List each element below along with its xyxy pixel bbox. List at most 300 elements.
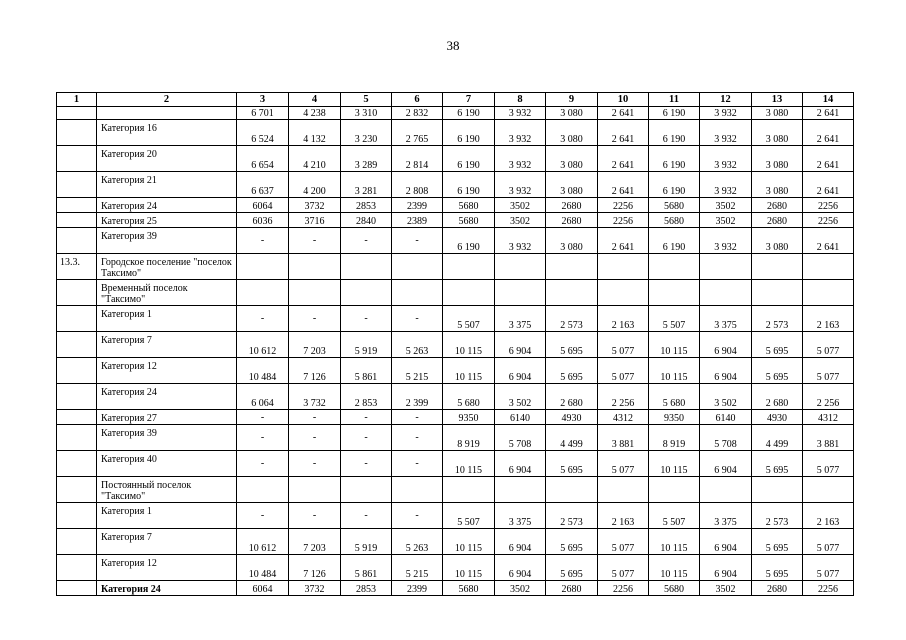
row-label-cell: Категория 40: [97, 451, 237, 477]
value-cell: 5 077: [803, 555, 854, 581]
value-cell: 5 077: [598, 555, 649, 581]
value-cell: 6 904: [495, 332, 546, 358]
column-header: 12: [700, 93, 752, 107]
value-cell: 3 932: [700, 228, 752, 254]
column-header: 14: [803, 93, 854, 107]
value-cell: 6036: [237, 213, 289, 228]
value-cell: 3 502: [700, 384, 752, 410]
table-row: [57, 384, 854, 410]
row-number-cell: [57, 529, 97, 555]
value-cell: 4 200: [289, 172, 341, 198]
value-cell: 3 230: [341, 120, 392, 146]
tariff-table: [56, 92, 854, 596]
value-cell: 6 190: [649, 172, 700, 198]
value-cell: 2 641: [598, 172, 649, 198]
row-label-cell: Категория 39: [97, 228, 237, 254]
row-label-cell: Категория 25: [97, 213, 237, 228]
row-label-cell: Категория 21: [97, 172, 237, 198]
value-cell: 2 163: [803, 503, 854, 529]
value-cell: [495, 280, 546, 306]
value-cell: 5 077: [598, 332, 649, 358]
value-cell: 10 115: [443, 555, 495, 581]
value-cell: 2 641: [598, 228, 649, 254]
value-cell: 2 641: [803, 146, 854, 172]
value-cell: 5680: [649, 581, 700, 596]
value-cell: -: [237, 306, 289, 332]
value-cell: [700, 280, 752, 306]
value-cell: 9350: [649, 410, 700, 425]
row-label-cell: Категория 1: [97, 306, 237, 332]
value-cell: 3 881: [803, 425, 854, 451]
value-cell: 5 919: [341, 529, 392, 555]
value-cell: -: [341, 503, 392, 529]
value-cell: 10 115: [649, 555, 700, 581]
value-cell: 2399: [392, 581, 443, 596]
value-cell: 6 190: [443, 228, 495, 254]
value-cell: 9350: [443, 410, 495, 425]
value-cell: 5 695: [546, 555, 598, 581]
value-cell: 3 881: [598, 425, 649, 451]
value-cell: 2 573: [752, 306, 803, 332]
value-cell: [803, 254, 854, 280]
value-cell: -: [392, 503, 443, 529]
row-number-cell: [57, 280, 97, 306]
value-cell: [443, 477, 495, 503]
value-cell: 6 904: [495, 555, 546, 581]
value-cell: 3 080: [546, 146, 598, 172]
value-cell: 2 814: [392, 146, 443, 172]
row-label-cell: Городское поселение "поселок Таксимо": [97, 254, 237, 280]
value-cell: [598, 477, 649, 503]
table-row: [57, 146, 854, 172]
column-header: 13: [752, 93, 803, 107]
value-cell: -: [237, 410, 289, 425]
value-cell: 10 115: [649, 358, 700, 384]
value-cell: 6140: [700, 410, 752, 425]
value-cell: 5680: [649, 213, 700, 228]
value-cell: 5 507: [443, 306, 495, 332]
value-cell: 2 641: [598, 107, 649, 120]
value-cell: 6 190: [649, 228, 700, 254]
value-cell: 3732: [289, 581, 341, 596]
value-cell: 2 256: [803, 384, 854, 410]
table-row: [57, 228, 854, 254]
value-cell: 2 641: [803, 228, 854, 254]
value-cell: 3502: [495, 581, 546, 596]
value-cell: -: [237, 425, 289, 451]
column-header: 5: [341, 93, 392, 107]
value-cell: 2 765: [392, 120, 443, 146]
value-cell: [752, 254, 803, 280]
value-cell: -: [237, 228, 289, 254]
value-cell: 5 263: [392, 529, 443, 555]
value-cell: [752, 280, 803, 306]
value-cell: [495, 477, 546, 503]
value-cell: 6 904: [495, 451, 546, 477]
value-cell: 6 190: [443, 172, 495, 198]
value-cell: 2 641: [598, 146, 649, 172]
value-cell: -: [289, 410, 341, 425]
value-cell: 6 904: [700, 555, 752, 581]
value-cell: 6 190: [649, 120, 700, 146]
value-cell: 2 399: [392, 384, 443, 410]
value-cell: 3 932: [495, 228, 546, 254]
value-cell: 6 904: [700, 451, 752, 477]
row-label-cell: Категория 7: [97, 529, 237, 555]
value-cell: [649, 280, 700, 306]
value-cell: 5 695: [752, 451, 803, 477]
value-cell: -: [289, 228, 341, 254]
value-cell: 6 524: [237, 120, 289, 146]
value-cell: -: [341, 228, 392, 254]
column-header: 3: [237, 93, 289, 107]
row-number-cell: [57, 451, 97, 477]
value-cell: 2256: [598, 198, 649, 213]
row-number-cell: [57, 358, 97, 384]
value-cell: -: [289, 503, 341, 529]
value-cell: 3 932: [700, 146, 752, 172]
value-cell: [546, 280, 598, 306]
value-cell: -: [392, 451, 443, 477]
row-number-cell: [57, 172, 97, 198]
value-cell: 2 163: [598, 306, 649, 332]
value-cell: 5 695: [546, 332, 598, 358]
value-cell: -: [289, 306, 341, 332]
value-cell: -: [237, 451, 289, 477]
value-cell: 5680: [443, 213, 495, 228]
row-number-cell: [57, 503, 97, 529]
value-cell: 2 680: [752, 384, 803, 410]
value-cell: 5 695: [752, 529, 803, 555]
value-cell: -: [392, 306, 443, 332]
value-cell: 5 695: [546, 451, 598, 477]
value-cell: 5 077: [598, 358, 649, 384]
value-cell: 4 499: [752, 425, 803, 451]
table-row: [57, 107, 854, 120]
row-number-cell: [57, 306, 97, 332]
value-cell: 6064: [237, 198, 289, 213]
value-cell: 5 077: [803, 451, 854, 477]
value-cell: 6064: [237, 581, 289, 596]
row-number-cell: [57, 146, 97, 172]
value-cell: 3 080: [546, 107, 598, 120]
table-row: [57, 172, 854, 198]
value-cell: 5 215: [392, 358, 443, 384]
table-row: [57, 332, 854, 358]
value-cell: 5 507: [649, 306, 700, 332]
value-cell: 5 077: [598, 529, 649, 555]
value-cell: -: [341, 306, 392, 332]
row-label-cell: Категория 16: [97, 120, 237, 146]
column-header: 10: [598, 93, 649, 107]
value-cell: 10 115: [649, 451, 700, 477]
value-cell: 2 853: [341, 384, 392, 410]
value-cell: 2 641: [598, 120, 649, 146]
value-cell: 3 375: [700, 306, 752, 332]
value-cell: 5 695: [546, 529, 598, 555]
value-cell: 5680: [443, 198, 495, 213]
value-cell: 3 932: [700, 172, 752, 198]
row-label-cell: Категория 12: [97, 358, 237, 384]
value-cell: [237, 477, 289, 503]
row-label-cell: Временный поселок "Таксимо": [97, 280, 237, 306]
value-cell: [289, 254, 341, 280]
row-label-cell: Категория 39: [97, 425, 237, 451]
table-row: [57, 410, 854, 425]
value-cell: 6 190: [649, 146, 700, 172]
value-cell: 3 080: [546, 228, 598, 254]
value-cell: 10 115: [443, 358, 495, 384]
table-row: [57, 358, 854, 384]
value-cell: 2680: [546, 581, 598, 596]
value-cell: [392, 280, 443, 306]
value-cell: 2680: [752, 198, 803, 213]
column-header: 2: [97, 93, 237, 107]
value-cell: 3 080: [752, 172, 803, 198]
value-cell: 5 077: [598, 451, 649, 477]
value-cell: -: [392, 425, 443, 451]
value-cell: 5 695: [752, 358, 803, 384]
value-cell: 5680: [443, 581, 495, 596]
value-cell: 3 080: [752, 228, 803, 254]
row-number-cell: [57, 425, 97, 451]
column-header: 4: [289, 93, 341, 107]
value-cell: 3 932: [700, 107, 752, 120]
value-cell: 2 163: [598, 503, 649, 529]
value-cell: 3502: [700, 198, 752, 213]
value-cell: 4 210: [289, 146, 341, 172]
value-cell: 6 654: [237, 146, 289, 172]
value-cell: [700, 477, 752, 503]
value-cell: -: [289, 425, 341, 451]
value-cell: 5 077: [803, 529, 854, 555]
row-number-cell: [57, 410, 97, 425]
value-cell: 2 808: [392, 172, 443, 198]
value-cell: 3 281: [341, 172, 392, 198]
value-cell: 2256: [598, 581, 649, 596]
value-cell: 10 115: [443, 529, 495, 555]
value-cell: 3 375: [700, 503, 752, 529]
value-cell: 3 502: [495, 384, 546, 410]
value-cell: [341, 280, 392, 306]
value-cell: 5 708: [495, 425, 546, 451]
value-cell: [546, 477, 598, 503]
value-cell: 2256: [598, 213, 649, 228]
value-cell: 2 641: [803, 107, 854, 120]
value-cell: 2256: [803, 581, 854, 596]
row-number-cell: [57, 228, 97, 254]
value-cell: [341, 254, 392, 280]
value-cell: 2680: [546, 198, 598, 213]
value-cell: 4 238: [289, 107, 341, 120]
table-row: [57, 581, 854, 596]
row-label-cell: Категория 24: [97, 384, 237, 410]
value-cell: 6 904: [700, 332, 752, 358]
value-cell: 2680: [752, 581, 803, 596]
row-number-cell: [57, 332, 97, 358]
value-cell: 3502: [495, 198, 546, 213]
value-cell: 5 695: [752, 332, 803, 358]
value-cell: -: [341, 410, 392, 425]
value-cell: 3 080: [752, 120, 803, 146]
value-cell: [443, 254, 495, 280]
row-number-cell: [57, 384, 97, 410]
value-cell: 6 701: [237, 107, 289, 120]
value-cell: [546, 254, 598, 280]
value-cell: 5 680: [443, 384, 495, 410]
value-cell: 6140: [495, 410, 546, 425]
value-cell: 6 190: [443, 120, 495, 146]
section-row: [57, 254, 854, 280]
value-cell: [392, 254, 443, 280]
value-cell: 4930: [546, 410, 598, 425]
row-number-cell: [57, 555, 97, 581]
row-label-cell: Категория 1: [97, 503, 237, 529]
value-cell: 3 932: [495, 107, 546, 120]
value-cell: 2 832: [392, 107, 443, 120]
value-cell: 3 732: [289, 384, 341, 410]
row-number-cell: [57, 120, 97, 146]
value-cell: 3 932: [700, 120, 752, 146]
column-header: 11: [649, 93, 700, 107]
value-cell: 3 375: [495, 306, 546, 332]
value-cell: [289, 477, 341, 503]
row-label-cell: Постоянный поселок "Таксимо": [97, 477, 237, 503]
column-header: 8: [495, 93, 546, 107]
column-header: 1: [57, 93, 97, 107]
value-cell: 3 932: [495, 172, 546, 198]
row-label-cell: Категория 27: [97, 410, 237, 425]
value-cell: 10 115: [443, 451, 495, 477]
value-cell: 2399: [392, 198, 443, 213]
value-cell: 10 115: [443, 332, 495, 358]
value-cell: 4312: [803, 410, 854, 425]
value-cell: 10 612: [237, 529, 289, 555]
value-cell: -: [341, 451, 392, 477]
value-cell: 3502: [700, 581, 752, 596]
row-label-cell: Категория 12: [97, 555, 237, 581]
value-cell: 5 695: [752, 555, 803, 581]
table-row: [57, 425, 854, 451]
value-cell: 6 190: [443, 146, 495, 172]
value-cell: 5 263: [392, 332, 443, 358]
value-cell: 6 904: [495, 358, 546, 384]
value-cell: 4 499: [546, 425, 598, 451]
value-cell: 10 484: [237, 358, 289, 384]
value-cell: 6 190: [649, 107, 700, 120]
value-cell: 3 289: [341, 146, 392, 172]
value-cell: 5 861: [341, 555, 392, 581]
value-cell: 5 919: [341, 332, 392, 358]
table-body: [57, 107, 854, 596]
value-cell: 10 484: [237, 555, 289, 581]
row-label-cell: [97, 107, 237, 120]
value-cell: 10 612: [237, 332, 289, 358]
value-cell: 6 637: [237, 172, 289, 198]
table-row: [57, 306, 854, 332]
value-cell: 2 573: [546, 306, 598, 332]
value-cell: 3502: [700, 213, 752, 228]
value-cell: 5 215: [392, 555, 443, 581]
table-row: [57, 555, 854, 581]
value-cell: 2853: [341, 198, 392, 213]
value-cell: 2256: [803, 198, 854, 213]
row-label-cell: Категория 7: [97, 332, 237, 358]
row-label-cell: Категория 20: [97, 146, 237, 172]
value-cell: 7 203: [289, 332, 341, 358]
value-cell: -: [289, 451, 341, 477]
column-header: 9: [546, 93, 598, 107]
value-cell: 3 310: [341, 107, 392, 120]
value-cell: 3 932: [495, 120, 546, 146]
value-cell: 5 695: [546, 358, 598, 384]
value-cell: 7 126: [289, 358, 341, 384]
value-cell: [649, 477, 700, 503]
value-cell: 5 861: [341, 358, 392, 384]
value-cell: 3 080: [546, 172, 598, 198]
value-cell: 6 064: [237, 384, 289, 410]
row-number-cell: [57, 198, 97, 213]
value-cell: 2 163: [803, 306, 854, 332]
value-cell: 5 077: [803, 332, 854, 358]
value-cell: [443, 280, 495, 306]
value-cell: 8 919: [443, 425, 495, 451]
value-cell: [752, 477, 803, 503]
table-row: [57, 529, 854, 555]
value-cell: 2 641: [803, 172, 854, 198]
row-number-cell: [57, 477, 97, 503]
column-header: 6: [392, 93, 443, 107]
row-number-cell: [57, 581, 97, 596]
value-cell: 3 375: [495, 503, 546, 529]
value-cell: [289, 280, 341, 306]
value-cell: 3502: [495, 213, 546, 228]
value-cell: [649, 254, 700, 280]
value-cell: 2 573: [546, 503, 598, 529]
value-cell: -: [392, 410, 443, 425]
value-cell: [237, 280, 289, 306]
value-cell: 5680: [649, 198, 700, 213]
value-cell: [495, 254, 546, 280]
row-number-cell: 13.3.: [57, 254, 97, 280]
value-cell: 6 190: [443, 107, 495, 120]
value-cell: [598, 254, 649, 280]
value-cell: 10 115: [649, 529, 700, 555]
page-number: 38: [446, 38, 460, 53]
value-cell: 3 080: [752, 107, 803, 120]
value-cell: 7 126: [289, 555, 341, 581]
value-cell: 4930: [752, 410, 803, 425]
value-cell: -: [392, 228, 443, 254]
value-cell: -: [237, 503, 289, 529]
value-cell: 2840: [341, 213, 392, 228]
value-cell: [341, 477, 392, 503]
value-cell: 10 115: [649, 332, 700, 358]
value-cell: 6 904: [700, 529, 752, 555]
value-cell: 8 919: [649, 425, 700, 451]
row-number-cell: [57, 213, 97, 228]
value-cell: 3 080: [546, 120, 598, 146]
value-cell: 2680: [546, 213, 598, 228]
value-cell: [392, 477, 443, 503]
column-header: 7: [443, 93, 495, 107]
row-label-cell: Категория 24: [97, 581, 237, 596]
value-cell: 3716: [289, 213, 341, 228]
value-cell: 6 904: [495, 529, 546, 555]
value-cell: 6 904: [700, 358, 752, 384]
value-cell: [598, 280, 649, 306]
table-row: [57, 120, 854, 146]
